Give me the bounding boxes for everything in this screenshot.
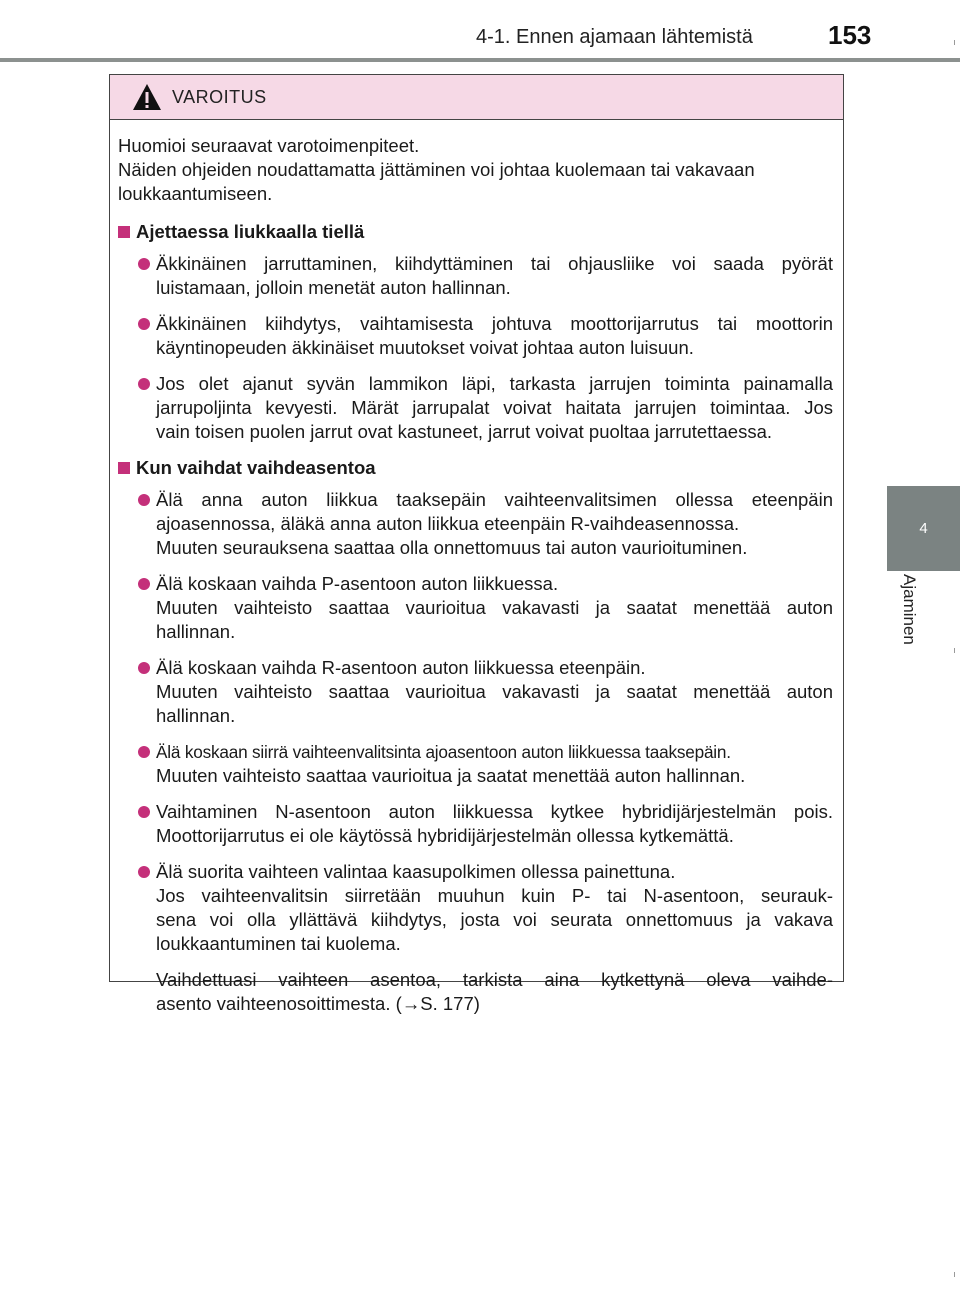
note-line: asento vaihteenosoittimesta. (→S. 177) <box>156 993 480 1014</box>
warning-content <box>110 120 843 1016</box>
chapter-tab-label: Ajaminen <box>900 574 919 645</box>
list-item <box>118 860 833 956</box>
list-item-line: Älä anna auton liikkua taaksepäin vaihteenvalitsimen ollessa eteenpäin <box>156 489 833 510</box>
chapter-tab[interactable] <box>887 486 960 571</box>
list-item <box>118 572 833 644</box>
list-item <box>118 740 833 788</box>
chapter-title: 4-1. Ennen ajamaan lähtemistä <box>476 26 753 48</box>
list-item-line: loukkaantuminen tai kuolema. <box>156 933 401 954</box>
intro-line: Näiden ohjeiden noudattamatta jättäminen voi johtaa kuolemaan tai vakavaan <box>118 159 755 180</box>
round-bullet-icon <box>138 866 150 878</box>
list-item-line: Vaihtaminen N-asentoon auton liikkuessa kytkee hybridijärjestelmän pois. <box>156 801 833 822</box>
section-heading-text: Ajettaessa liukkaalla tiellä <box>136 221 365 242</box>
warning-triangle-icon <box>132 83 162 111</box>
list-item-line: vain toisen puolen jarrut ovat kastuneet, jarrut voivat puoltaa jarrutettaessa. <box>156 421 772 442</box>
list-item <box>118 372 833 444</box>
list-item-line: käyntinopeuden äkkinäiset muutokset voivat johtaa auton luisuun. <box>156 337 694 358</box>
list-item <box>118 800 833 848</box>
round-bullet-icon <box>138 494 150 506</box>
round-bullet-icon <box>138 318 150 330</box>
list-item-line: Äkkinäinen kiihdytys, vaihtamisesta johtuva moottorijarrutus tai moottorin <box>156 313 833 334</box>
list-item-line: Älä koskaan siirrä vaihteenvalitsinta ajoasentoon auton liikkuessa taaksepäin. <box>156 742 731 762</box>
list-item-line: Äkkinäinen jarruttaminen, kiihdyttäminen tai ohjausliike voi saada pyörät <box>156 253 833 274</box>
list-item-line: Muuten seurauksena saattaa olla onnettomuus tai auton vaurioituminen. <box>156 537 748 558</box>
crop-mark <box>954 648 955 653</box>
section-heading-slippery-road <box>118 220 833 244</box>
list-item-line: Muuten vaihteisto saattaa vaurioitua vakavasti ja saatat menettää auton <box>156 681 833 702</box>
list-item-line: jarrupoljinta kevyesti. Märät jarrupalat voivat haitata jarrujen toimintaa. Jos <box>156 397 833 418</box>
round-bullet-icon <box>138 806 150 818</box>
shift-position-note <box>118 968 833 1016</box>
list-item-line: Jos vaihteenvalitsin siirretään muuhun kuin P- tai N-asentoon, seurauk- <box>156 885 833 906</box>
list-item <box>118 252 833 300</box>
crop-mark <box>954 40 955 45</box>
list-item-line: Älä koskaan vaihda P-asentoon auton liikkuessa. <box>156 573 559 594</box>
warning-intro <box>118 134 833 206</box>
round-bullet-icon <box>138 258 150 270</box>
square-bullet-icon <box>118 226 130 238</box>
crop-mark <box>954 1272 955 1277</box>
list-item-line: luistamaan, jolloin menetät auton hallinnan. <box>156 277 511 298</box>
list-item-line: Jos olet ajanut syvän lammikon läpi, tarkasta jarrujen toiminta painamalla <box>156 373 833 394</box>
list-item <box>118 488 833 560</box>
list-item-line: Moottorijarrutus ei ole käytössä hybridijärjestelmän ollessa kytkemättä. <box>156 825 734 846</box>
round-bullet-icon <box>138 578 150 590</box>
header-divider <box>0 58 960 62</box>
warning-box <box>109 74 844 1014</box>
square-bullet-icon <box>118 462 130 474</box>
list-item <box>118 312 833 360</box>
intro-line: Huomioi seuraavat varotoimenpiteet. <box>118 135 420 156</box>
warning-title: VAROITUS <box>172 86 267 107</box>
list-item <box>118 656 833 728</box>
list-item-line: Muuten vaihteisto saattaa vaurioitua ja saatat menettää auton hallinnan. <box>156 765 746 786</box>
list-item-line: hallinnan. <box>156 621 236 642</box>
list-item-line: Älä suorita vaihteen valintaa kaasupolkimen ollessa painettuna. <box>156 861 676 882</box>
chapter-tab-number: 4 <box>919 520 928 537</box>
list-item-line: Muuten vaihteisto saattaa vaurioitua vakavasti ja saatat menettää auton <box>156 597 833 618</box>
round-bullet-icon <box>138 662 150 674</box>
round-bullet-icon <box>138 746 150 758</box>
list-item-line: ajoasennossa, äläkä anna auton liikkua eteenpäin R-vaihdeasennossa. <box>156 513 740 534</box>
round-bullet-icon <box>138 378 150 390</box>
section-heading-shifting <box>118 456 833 480</box>
list-item-line: hallinnan. <box>156 705 236 726</box>
note-line: Vaihdettuasi vaihteen asentoa, tarkista aina kytkettynä oleva vaihde- <box>156 969 833 990</box>
page-number: 153 <box>828 20 872 50</box>
intro-line: loukkaantumiseen. <box>118 183 273 204</box>
list-item-line: Älä koskaan vaihda R-asentoon auton liikkuessa eteenpäin. <box>156 657 646 678</box>
warning-header <box>110 75 843 120</box>
list-item-line: sena voi olla yllättävä kiihdytys, josta voi seurata onnettomuus ja vakava <box>156 909 833 930</box>
section-heading-text: Kun vaihdat vaihdeasentoa <box>136 457 376 478</box>
